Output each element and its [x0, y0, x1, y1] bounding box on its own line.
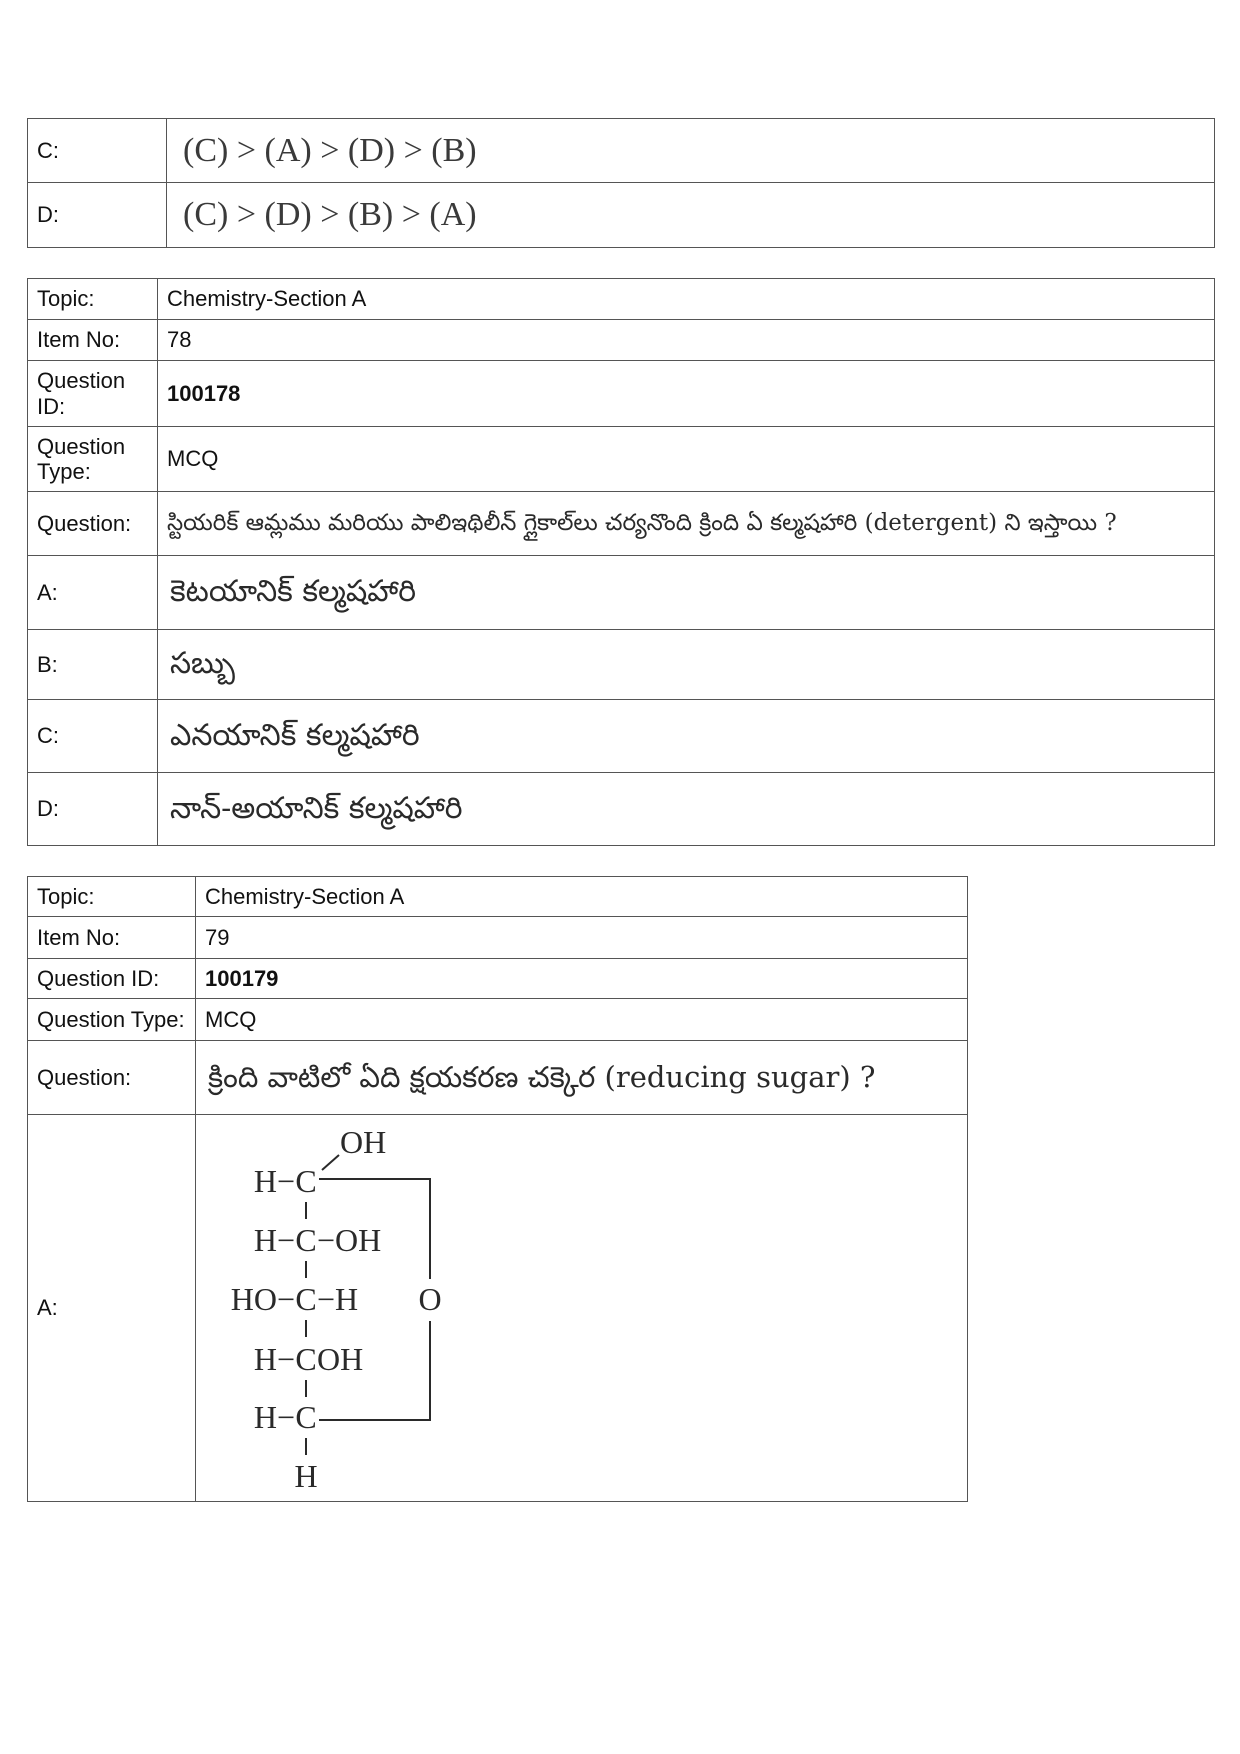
option-c-value: (C) > (A) > (D) > (B) — [167, 119, 1215, 183]
question-id-label: Question ID: — [28, 959, 196, 999]
question-text: స్టియరిక్ ఆమ్లము మరియు పాలిఇథిలీన్ గ్లైకాల్‌లు చర్యనొంది క్రింది ఏ కల్మషహారి (detergent) ని ఇస్తాయి ? — [158, 492, 1215, 556]
row3-carbon: C — [295, 1281, 317, 1317]
question-78-table — [27, 278, 1215, 846]
bond-c1-oh — [322, 1155, 339, 1170]
question-id-value: 100179 — [196, 959, 968, 999]
option-a-structure-cell — [196, 1115, 968, 1502]
atom-oh-top: OH — [340, 1124, 387, 1160]
option-row-a — [28, 1115, 968, 1502]
option-d-label: D: — [28, 773, 158, 846]
option-a-value: కెటయానిక్ కల్మషహారి — [158, 556, 1215, 630]
item-no-row — [28, 320, 1215, 361]
question-id-value: 100178 — [158, 361, 1215, 427]
question-79-table — [27, 876, 968, 1502]
topic-label: Topic: — [28, 877, 196, 917]
row3-right: −H — [317, 1281, 359, 1317]
option-b-value: సబ్బు — [158, 630, 1215, 700]
row1-left: H− — [253, 1163, 295, 1199]
sugar-structure-diagram — [196, 1115, 596, 1501]
topic-row — [28, 877, 968, 917]
option-a-label: A: — [28, 556, 158, 630]
item-no-label: Item No: — [28, 917, 196, 959]
row3-left: HO− — [230, 1281, 295, 1317]
option-c-value: ఎనయానిక్ కల్మషహారి — [158, 700, 1215, 773]
option-d-value: (C) > (D) > (B) > (A) — [167, 183, 1215, 248]
option-row-c — [28, 119, 1215, 183]
option-row-c — [28, 700, 1215, 773]
question-label: Question: — [28, 492, 158, 556]
question-type-label: Question Type: — [28, 427, 158, 492]
previous-question-options-table — [27, 118, 1215, 248]
row4-left: H− — [253, 1341, 295, 1377]
question-row — [28, 1041, 968, 1115]
question-label: Question: — [28, 1041, 196, 1115]
ring-oxygen: O — [418, 1281, 442, 1317]
row5-carbon: C — [295, 1399, 317, 1435]
item-no-value: 79 — [196, 917, 968, 959]
question-id-row — [28, 361, 1215, 427]
question-type-value: MCQ — [158, 427, 1215, 492]
option-a-label: A: — [28, 1115, 196, 1502]
option-row-d — [28, 183, 1215, 248]
option-c-label: C: — [28, 700, 158, 773]
row4-right: OH — [317, 1341, 364, 1377]
option-row-d — [28, 773, 1215, 846]
item-no-value: 78 — [158, 320, 1215, 361]
topic-label: Topic: — [28, 279, 158, 320]
item-no-row — [28, 917, 968, 959]
option-b-label: B: — [28, 630, 158, 700]
row5-left: H− — [253, 1399, 295, 1435]
row1-carbon: C — [295, 1163, 317, 1199]
question-id-label: Question ID: — [28, 361, 158, 427]
option-row-b — [28, 630, 1215, 700]
topic-value: Chemistry-Section A — [196, 877, 968, 917]
question-id-row — [28, 959, 968, 999]
option-row-a — [28, 556, 1215, 630]
option-c-label: C: — [28, 119, 167, 183]
row2-carbon: C — [295, 1222, 317, 1258]
option-d-value: నాన్-అయానిక్ కల్మషహారి — [158, 773, 1215, 846]
question-type-row — [28, 999, 968, 1041]
question-row — [28, 492, 1215, 556]
item-no-label: Item No: — [28, 320, 158, 361]
topic-value: Chemistry-Section A — [158, 279, 1215, 320]
atom-h-bottom: H — [294, 1458, 318, 1494]
topic-row — [28, 279, 1215, 320]
option-d-label: D: — [28, 183, 167, 248]
row2-left: H− — [253, 1222, 295, 1258]
row2-right: −OH — [317, 1222, 382, 1258]
question-type-value: MCQ — [196, 999, 968, 1041]
row4-carbon: C — [295, 1341, 317, 1377]
question-type-label: Question Type: — [28, 999, 196, 1041]
question-text: క్రింది వాటిలో ఏది క్షయకరణ చక్కెర (reducing sugar) ? — [196, 1041, 968, 1115]
question-type-row — [28, 427, 1215, 492]
